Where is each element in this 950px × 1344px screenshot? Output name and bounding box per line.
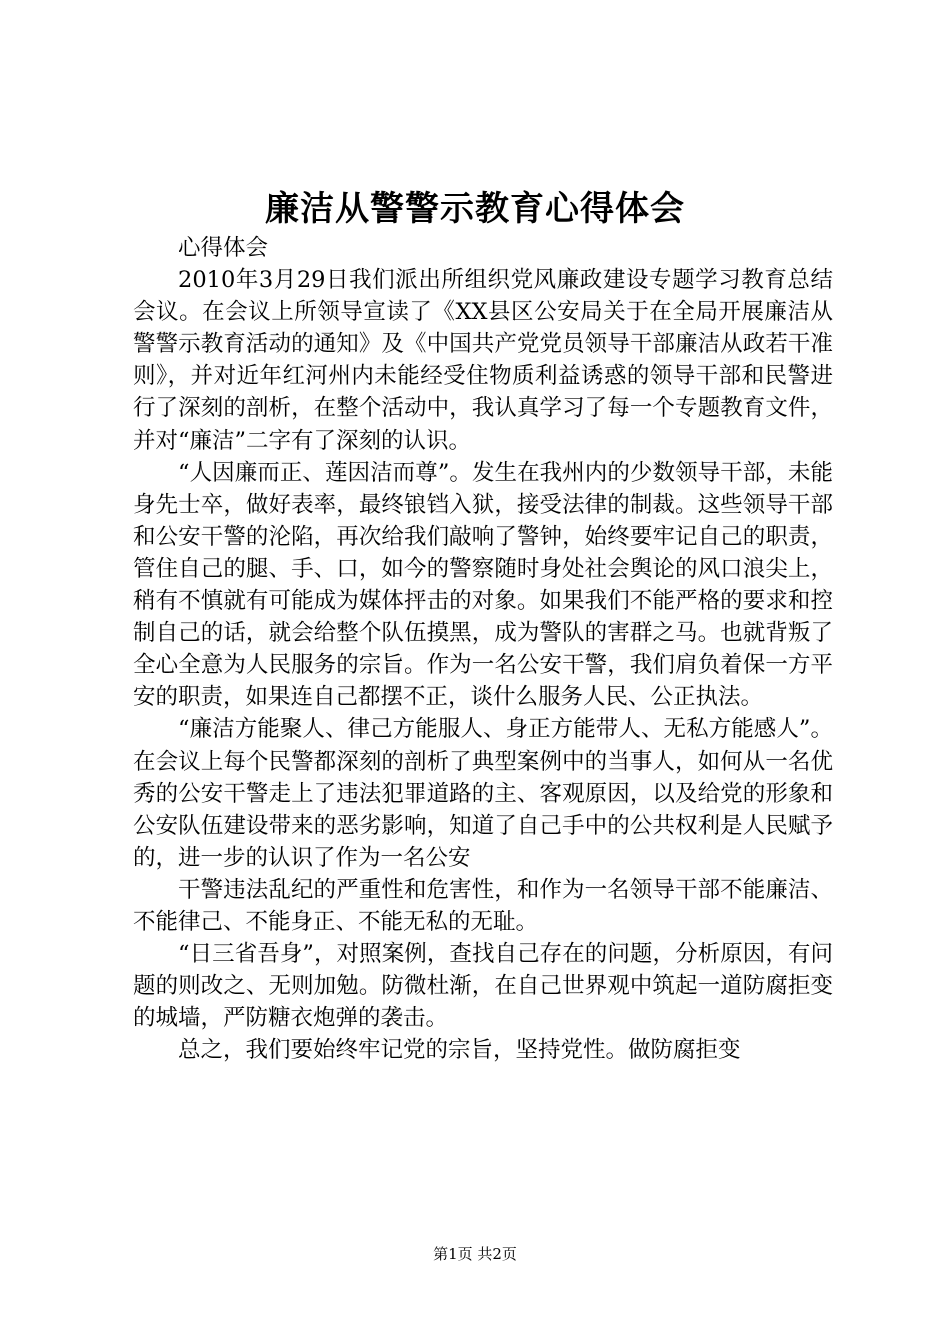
- paragraph: 总之，我们要始终牢记党的宗旨，坚持党性。做防腐拒变: [178, 1037, 741, 1064]
- paragraph: “人因廉而正、莲因洁而尊”。发生在我州内的少数领导干部，未能身先士卒，做好表率，最终锒铛入狱，接受法律的制裁。这些领导干部和公安干警的沦陷，再次给我们敲响了警钟，始终要牢记自己的职责，管住自己的腿、手、口，如今的警察随时身处社会舆论的风口浪尖上，稍有不慎就有可能成为媒体抨击的对象。如果我们不能严格的要求和控制自己的话，就会给整个队伍摸黑，成为警队的害群之马。也就背叛了全心全意为人民服务的宗旨。作为一名公安干警，我们肩负着保一方平安的职责，如果连自己都摆不正，谈什么服务人民、公正执法。: [133, 459, 833, 711]
- page-number-footer: 第1页 共2页: [433, 1245, 517, 1263]
- paragraph: “日三省吾身”，对照案例，查找自己存在的问题，分析原因，有问题的则改之、无则加勉。防微杜渐，在自己世界观中筑起一道防腐拒变的城墙，严防糖衣炮弹的袭击。: [133, 941, 833, 1032]
- document-title: 廉洁从警警示教育心得体会: [265, 189, 685, 229]
- paragraph: 2010年3月29日我们派出所组织党风廉政建设专题学习教育总结会议。在会议上所领导宣读了《XX县区公安局关于在全局开展廉洁从警警示教育活动的通知》及《中国共产党党员领导干部廉洁从政若干准则》，并对近年红河州内未能经受住物质利益诱惑的领导干部和民警进行了深刻的剖析，在整个活动中，我认真学习了每一个专题教育文件，并对“廉洁”二字有了深刻的认识。: [133, 267, 833, 454]
- paragraph: 干警违法乱纪的严重性和危害性，和作为一名领导干部不能廉洁、不能律己、不能身正、不能无私的无耻。: [133, 876, 833, 935]
- document-body: [133, 232, 833, 1066]
- paragraph: “廉洁方能聚人、律己方能服人、身正方能带人、无私方能感人”。在会议上每个民警都深刻的剖析了典型案例中的当事人，如何从一名优秀的公安干警走上了违法犯罪道路的主、客观原因，以及给党的形象和公安队伍建设带来的恶劣影响，知道了自己手中的公共权利是人民赋予的，进一步的认识了作为一名公安: [133, 716, 833, 871]
- paragraph-subheading: 心得体会: [178, 235, 269, 261]
